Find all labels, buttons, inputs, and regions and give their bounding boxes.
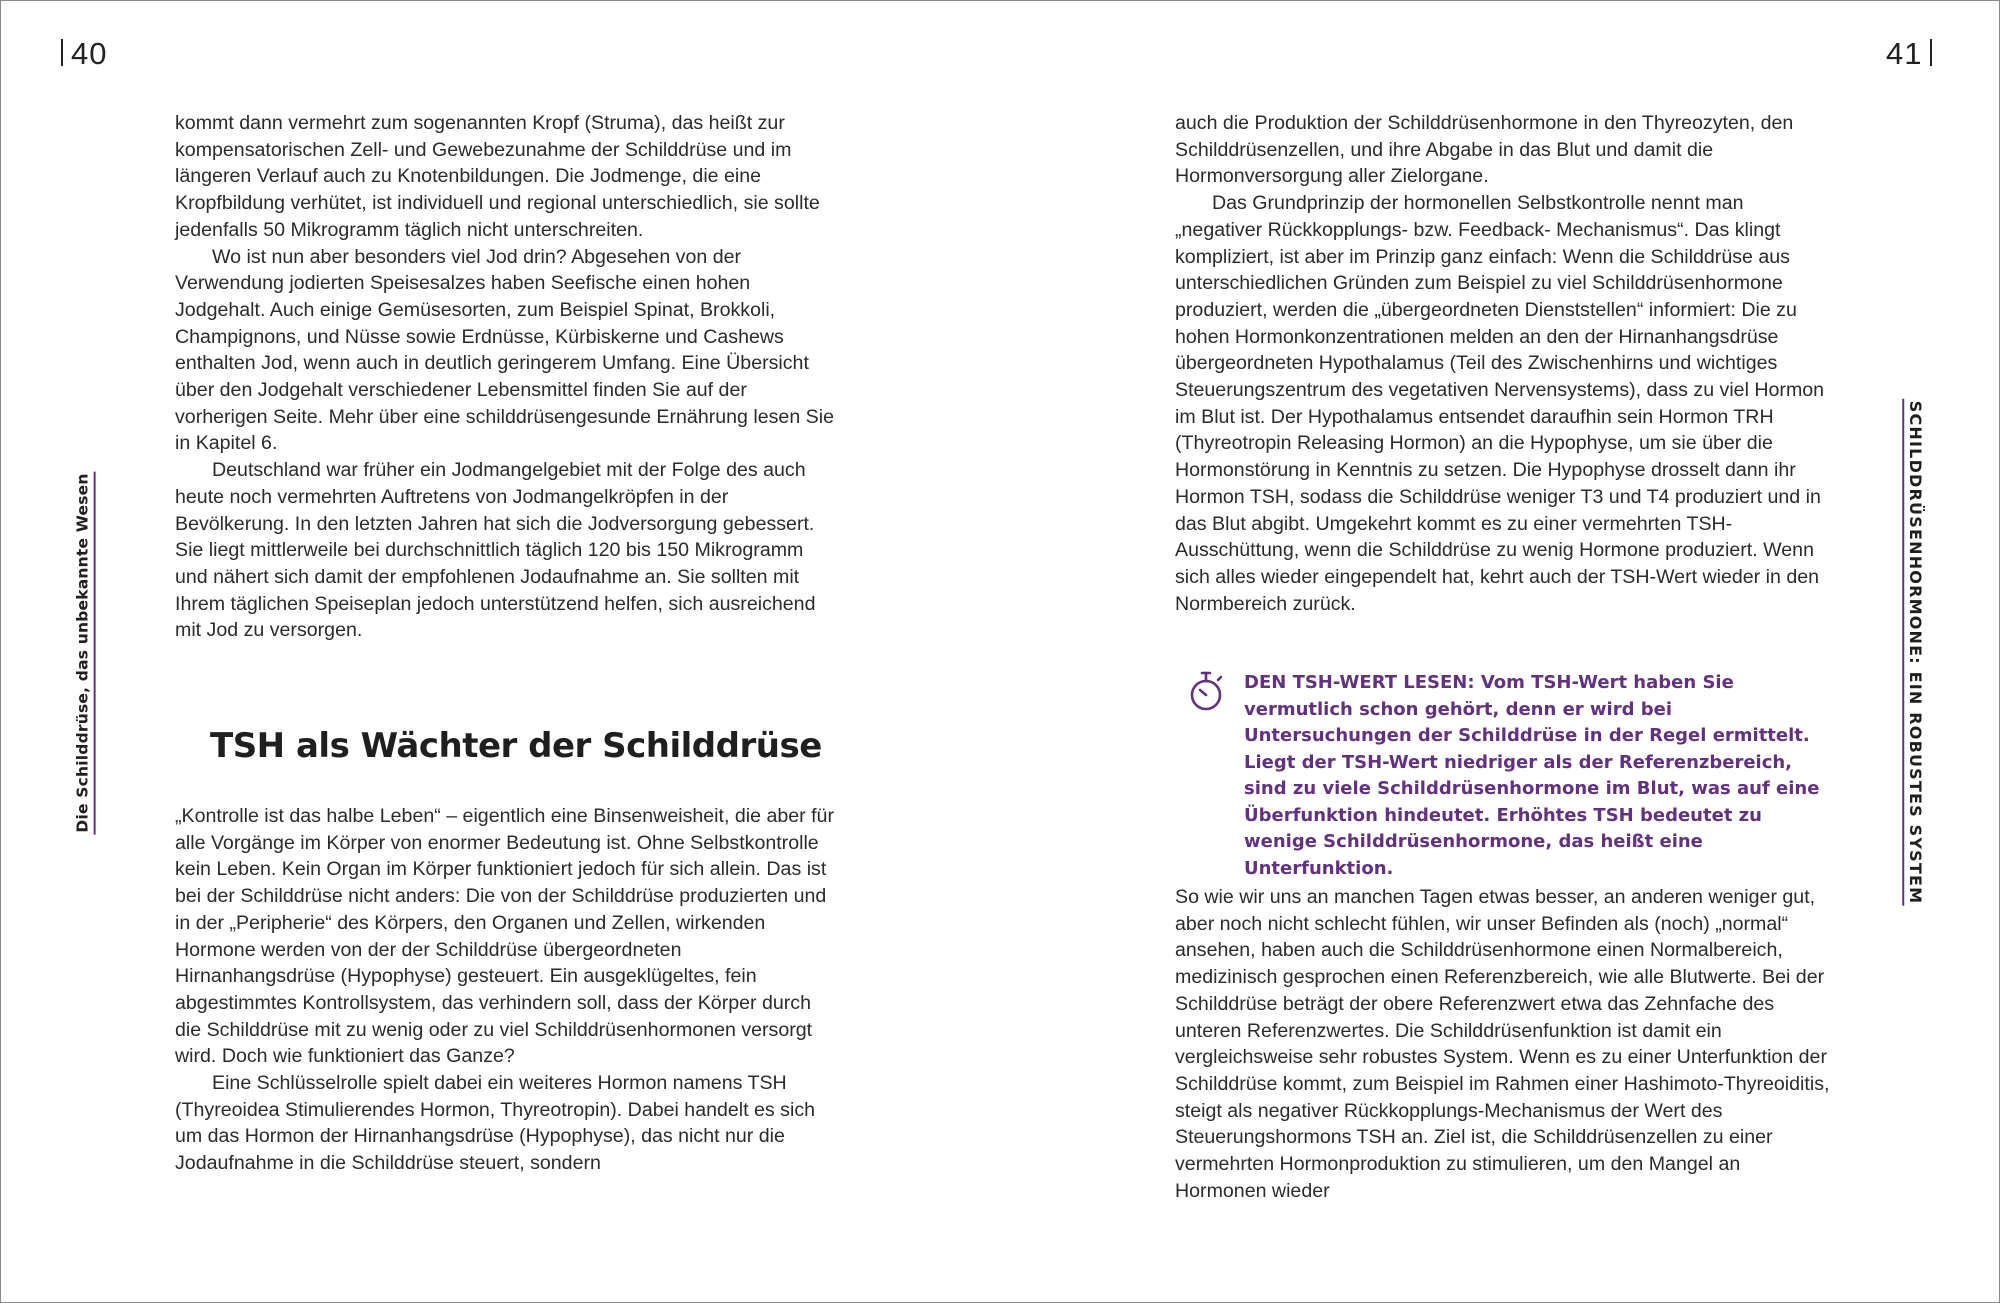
page-number-left xyxy=(61,36,107,72)
paragraph: Das Grundprinzip der hormonellen Selbstkontrolle nennt man „negativer Rückkopplungs- bzw. Feedback- Mechanismus“. Das klingt kompliziert, ist aber im Prinzip ganz einfach: Wenn die Schilddrüse aus unterschiedlichen Gründen zum Beispiel zu viel Schilddrüsenhormone produziert, werden die „übergeordneten Dienststellen“ informiert: Die zu hohen Hormonkonzentrationen melden an den der Hirnanhangsdrüse übergeordneten Hypothalamus (Teil des Zwischenhirns und wichtiges Steuerungszentrum des vegetativen Nervensystems), dass zu viel Hormon im Blut ist. Der Hypothalamus entsendet daraufhin sein Hormon TRH (Thyreotropin Releasing Hormon) an die Hypophyse, um sie über die Hormonstörung in Kenntnis zu setzen. Die Hypophyse drosselt dann ihr Hormon TSH, sodass die Schilddrüse weniger T3 und T4 produziert und in das Blut abgibt. Umgekehrt kommt es zu einer vermehrten TSH-Ausschüttung, wenn die Schilddrüse zu wenig Hormone produziert. Wenn sich alles wieder eingependelt hat, kehrt auch der TSH-Wert wieder in den Normbereich zurück. xyxy=(1175,192,1825,615)
stopwatch-icon xyxy=(1187,668,1227,714)
running-head-right-text: SCHILDDRÜSENHORMONE: EIN ROBUSTES SYSTEM xyxy=(1903,398,1926,905)
page-number-bar xyxy=(61,39,63,66)
running-head-right xyxy=(1899,400,1929,904)
paragraph: Deutschland war früher ein Jodmangelgebiet mit der Folge des auch heute noch vermehrten Auftretens von Jodmangelkröpfen in der Bevölkerung. In den letzten Jahren hat sich die Jodversorgung gebessert. Sie liegt mittlerweile bei durchschnittlich täglich 120 bis 150 Mikrogramm und nähert sich damit der empfohlenen Jodaufnahme an. Sie sollten mit Ihrem täglichen Speiseplan jedoch unterstützend helfen, sich ausreichend mit Jod zu versorgen. xyxy=(175,459,816,642)
running-head-left-text: Die Schilddrüse, das unbekannte Wesen xyxy=(74,471,96,834)
right-column-bottom xyxy=(1175,884,1835,1204)
paragraph: Eine Schlüsselrolle spielt dabei ein weiteres Hormon namens TSH (Thyreoidea Stimulierendes Hormon, Thyreotropin). Dabei handelt es sich um das Hormon der Hirnanhangsdrüse (Hypophyse), das nicht nur die Jodaufnahme in die Schilddrüse steuert, sondern xyxy=(175,1072,816,1175)
section-heading: TSH als Wächter der Schilddrüse xyxy=(210,726,822,766)
left-column-top xyxy=(175,110,835,644)
paragraph: „Kontrolle ist das halbe Leben“ – eigentlich eine Binsenweisheit, die aber für alle Vorgänge im Körper von enormer Bedeutung ist. Ohne Selbstkontrolle kein Leben. Kein Organ im Körper funktioniert jedoch für sich allein. Das ist bei der Schilddrüse nicht anders: Die von der Schilddrüse produzierten und in der „Peripherie“ des Körpers, den Organen und Zellen, wirkenden Hormone werden von der der Schilddrüse übergeordneten Hirnanhangsdrüse (Hypophyse) gesteuert. Ein ausgeklügeltes, fein abgestimmtes Kontrollsystem, das verhindern soll, dass der Körper durch die Schilddrüse mit zu wenig oder zu viel Schilddrüsenhormonen versorgt wird. Doch wie funktioniert das Ganze? xyxy=(175,805,834,1068)
running-head-left xyxy=(70,465,100,840)
right-column-top xyxy=(1175,110,1835,617)
paragraph: kommt dann vermehrt zum sogenannten Kropf (Struma), das heißt zur kompensatorischen Zell- und Gewebezunahme der Schilddrüse und im längeren Verlauf auch zu Knotenbildungen. Die Jodmenge, die eine Kropfbildung verhütet, ist individuell und regional unterschiedlich, sie sollte jedenfalls 50 Mikrogramm täglich nicht unterschreiten. xyxy=(175,112,820,241)
paragraph: Wo ist nun aber besonders viel Jod drin? Abgesehen von der Verwendung jodierten Speisesalzes haben Seefische einen hohen Jodgehalt. Auch einige Gemüsesorten, zum Beispiel Spinat, Brokkoli, Champignons, und Nüsse sowie Erdnüsse, Kürbiskerne und Cashews enthalten Jod, wenn auch in deutlich geringerem Umfang. Eine Übersicht über den Jodgehalt verschiedener Lebensmittel finden Sie auf der vorherigen Seite. Mehr über eine schilddrüsengesunde Ernährung lesen Sie in Kapitel 6. xyxy=(175,245,834,455)
paragraph: So wie wir uns an manchen Tagen etwas besser, an anderen weniger gut, aber noch nicht schlecht fühlen, wir unser Befinden als (noch) „normal“ ansehen, haben auch die Schilddrüsenhormone einen Normalbereich, medizinisch gesprochen einen Referenzbereich, wie alle Blutwerte. Bei der Schilddrüse beträgt der obere Referenzwert etwa das Zehnfache des unteren Referenzwertes. Die Schilddrüsenfunktion ist damit ein vergleichsweise sehr robustes System. Wenn es zu einer Unterfunktion der Schilddrüse kommt, zum Beispiel im Rahmen einer Hashimoto-Thyreoiditis, steigt als negativer Rückkopplungs-Mechanismus der Wert des Steuerungshormons TSH an. Ziel ist, die Schilddrüsenzellen zu einer vermehrten Hormonproduktion zu stimulieren, um den Mangel an Hormonen wieder xyxy=(1175,886,1830,1202)
paragraph: auch die Produktion der Schilddrüsenhormone in den Thyreozyten, den Schilddrüsenzellen, und ihre Abgabe in das Blut und damit die Hormonversorgung aller Zielorgane. xyxy=(1175,112,1794,188)
left-column-bottom xyxy=(175,803,835,1177)
page-number-right xyxy=(1886,36,1932,72)
info-box-text: DEN TSH-WERT LESEN: Vom TSH-Wert haben Sie vermutlich schon gehört, denn er wird bei Untersuchungen der Schilddrüse in der Regel ermittelt. Liegt der TSH-Wert niedriger als der Referenzbereich, sind zu viele Schilddrüsenhormone im Blut, was auf eine Überfunktion hindeutet. Erhöhtes TSH bedeutet zu wenige Schilddrüsenhormone, das heißt eine Unterfunktion. xyxy=(1244,672,1820,879)
page-number-bar xyxy=(1930,39,1932,66)
page-number-right-text: 41 xyxy=(1886,36,1923,71)
page-number-left-text: 40 xyxy=(71,36,108,71)
